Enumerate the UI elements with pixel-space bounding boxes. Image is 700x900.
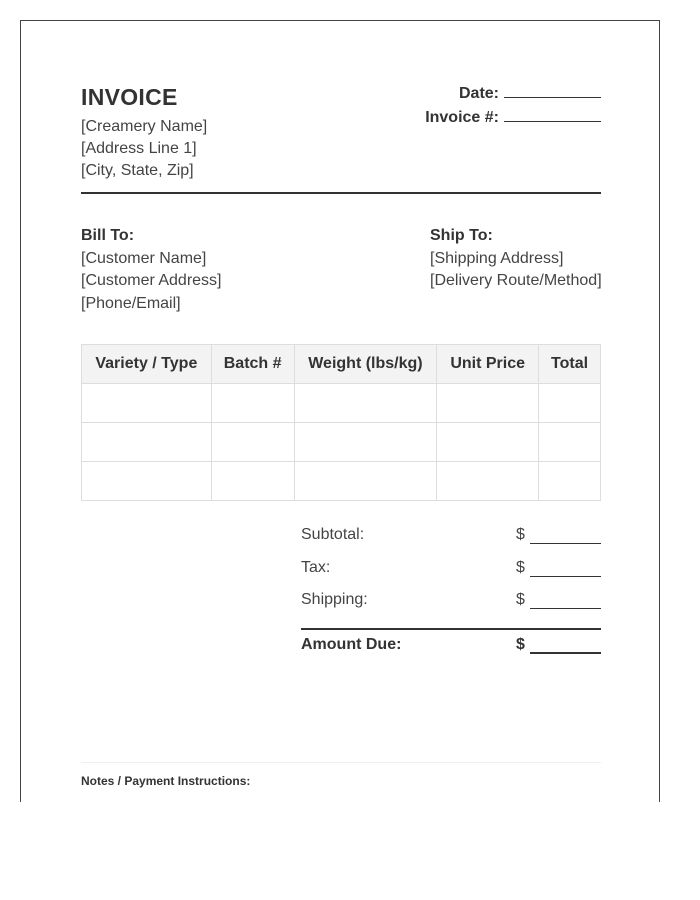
amount-due-row	[301, 636, 601, 660]
bill-to-block	[81, 225, 222, 315]
subtotal-currency: $	[516, 526, 525, 543]
company-city-state-zip: [City, State, Zip]	[81, 162, 194, 179]
bill-to-customer-address: [Customer Address]	[81, 272, 222, 289]
date-field[interactable]	[504, 81, 601, 98]
ship-to-address: [Shipping Address]	[430, 249, 564, 267]
bill-to-phone-email: [Phone/Email]	[81, 294, 181, 312]
totals-divider	[301, 628, 601, 630]
ship-to-delivery-method: [Delivery Route/Method]	[430, 272, 602, 289]
invoice-sheet	[20, 20, 660, 802]
column-header-weight: Weight (lbs/kg)	[294, 345, 437, 384]
line-items-table	[81, 344, 601, 501]
date-label: Date:	[458, 85, 499, 102]
shipping-field[interactable]	[530, 608, 601, 609]
table-cell[interactable]	[211, 384, 294, 423]
invoice-number-row	[425, 105, 601, 129]
amount-due-field[interactable]	[530, 652, 601, 654]
table-cell[interactable]	[437, 423, 539, 462]
bill-to-heading: Bill To:	[81, 227, 135, 244]
tax-field[interactable]	[530, 576, 601, 577]
table-cell[interactable]	[294, 384, 437, 423]
invoice-content	[81, 21, 601, 802]
invoice-title: INVOICE	[81, 84, 178, 110]
tax-currency: $	[516, 558, 525, 576]
table-cell[interactable]	[82, 462, 212, 501]
table-row	[82, 384, 601, 423]
table-cell[interactable]	[82, 423, 212, 462]
table-header-row	[82, 345, 601, 384]
date-row	[425, 81, 601, 105]
table-cell[interactable]	[437, 462, 539, 501]
amount-due-label: Amount Due:	[301, 636, 402, 653]
table-cell[interactable]	[294, 423, 437, 462]
subtotal-row	[301, 526, 601, 559]
amount-due-currency: $	[516, 636, 525, 653]
table-cell[interactable]	[82, 384, 212, 423]
notes-label: Notes / Payment Instructions:	[81, 774, 251, 788]
table-cell[interactable]	[211, 423, 294, 462]
table-cell[interactable]	[294, 462, 437, 501]
table-row	[82, 462, 601, 501]
column-header-total: Total	[539, 345, 601, 384]
shipping-row	[301, 591, 601, 624]
table-cell[interactable]	[437, 384, 539, 423]
shipping-label: Shipping:	[301, 591, 368, 608]
tax-label: Tax:	[301, 558, 331, 576]
column-header-batch: Batch #	[211, 345, 294, 384]
shipping-currency: $	[516, 591, 525, 608]
table-row	[82, 423, 601, 462]
totals-block	[301, 526, 601, 624]
bill-to-customer-name: [Customer Name]	[81, 249, 207, 267]
tax-row	[301, 559, 601, 592]
ship-to-heading: Ship To:	[430, 227, 493, 244]
invoice-number-field[interactable]	[504, 105, 601, 122]
invoice-number-label: Invoice #:	[425, 109, 499, 126]
column-header-unit-price: Unit Price	[437, 345, 539, 384]
column-header-variety: Variety / Type	[82, 345, 212, 384]
header-divider	[81, 192, 601, 194]
subtotal-field[interactable]	[530, 543, 601, 544]
table-cell[interactable]	[211, 462, 294, 501]
table-cell[interactable]	[539, 384, 601, 423]
table-cell[interactable]	[539, 462, 601, 501]
notes-divider	[81, 762, 601, 763]
company-name: [Creamery Name]	[81, 118, 208, 135]
company-address: [Address Line 1]	[81, 140, 197, 157]
company-info	[81, 116, 207, 182]
table-cell[interactable]	[539, 423, 601, 462]
ship-to-block	[430, 225, 602, 293]
subtotal-label: Subtotal:	[301, 526, 365, 543]
invoice-meta	[425, 81, 601, 129]
